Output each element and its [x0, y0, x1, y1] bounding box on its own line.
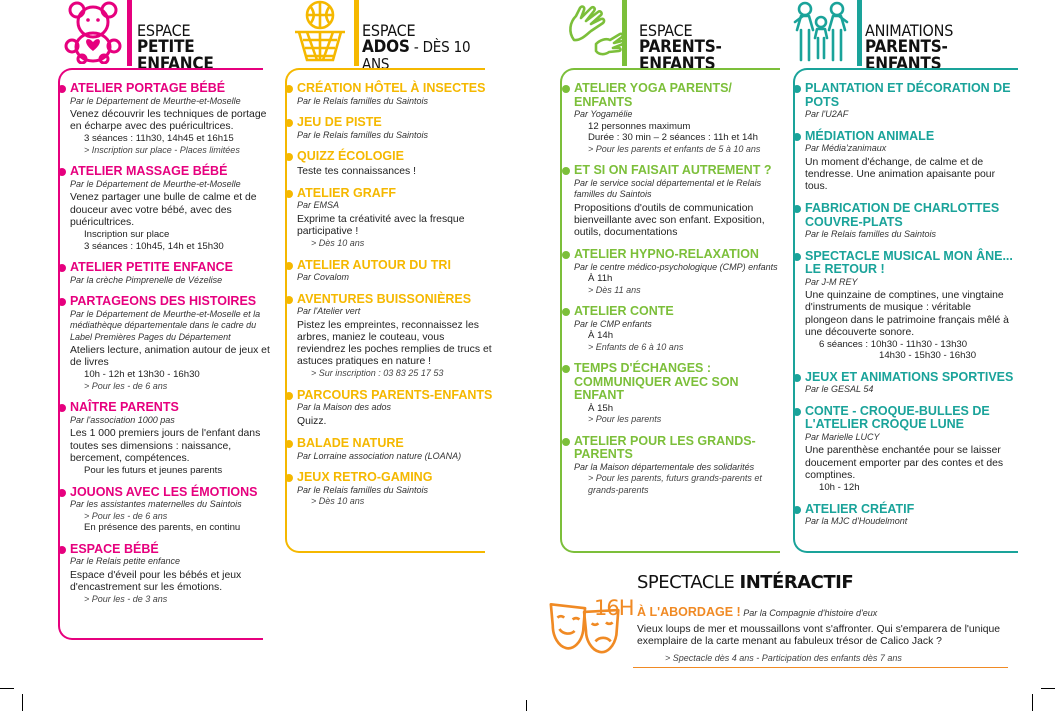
column-title: ANIMATIONS PARENTS-ENFANTS: [865, 21, 954, 74]
show-underline: [633, 667, 1008, 668]
crop-mark: [526, 700, 527, 711]
entry-title: SPECTACLE MUSICAL MON ÂNE... LE RETOUR !: [805, 248, 1013, 277]
column-title: ESPACE PARENTS-ENFANTS: [639, 21, 722, 74]
list-item: [805, 503, 1015, 528]
teddy-bear-icon: [62, 0, 124, 64]
entry-description: Une parenthèse enchantée pour se laisser doucement emporter par des contes et des comptines.: [805, 445, 1004, 481]
bullet-dot: [793, 374, 801, 382]
bullet-dot: [562, 438, 570, 446]
entry-organizer: Par Yogamélie: [574, 109, 633, 119]
entry-schedule: 3 séances : 11h30, 14h45 et 16h15: [84, 133, 234, 145]
list-item: [297, 82, 495, 107]
entry-organizer: Par le Relais familles du Saintois: [805, 229, 937, 240]
entry-description: Propositions d'outils de communication bienveillante avec son enfant. Exposition, outils, documentations: [574, 202, 765, 238]
entry-organizer: Par les assistantes maternelles du Saintois: [70, 499, 242, 510]
crop-mark: [1041, 688, 1055, 689]
bullet-dot: [285, 262, 293, 270]
bullet-dot: [793, 408, 801, 416]
list-item: [574, 435, 779, 497]
list-item: [297, 150, 495, 178]
list-item: [297, 187, 495, 250]
list-item: [574, 305, 779, 353]
entry-note: > Enfants de 6 à 10 ans: [588, 341, 684, 352]
entry-organizer: Par le Département de Meurthe-et-Moselle: [70, 178, 241, 189]
list-item: [805, 202, 1015, 241]
bullet-dot: [285, 190, 293, 198]
entry-note: > Pour les parents, futurs grands-parents et grands-parents: [588, 473, 762, 495]
list-item: [574, 82, 779, 155]
list-item: [574, 248, 779, 296]
entry-title: ATELIER PORTAGE BÉBÉ: [70, 81, 226, 95]
bullet-dot: [58, 264, 66, 272]
show-section: [540, 568, 1010, 668]
entry-organizer: Par la MJC d'Houdelmont: [805, 516, 908, 527]
entry-note: > Pour les parents: [588, 414, 662, 425]
header-bar: [127, 0, 132, 66]
list-item: [70, 82, 275, 156]
entry-note: > Sur inscription : 03 83 25 17 53: [311, 368, 444, 379]
bullet-dot: [793, 506, 801, 514]
entry-schedule: Pour les futurs et jeunes parents: [84, 465, 223, 477]
entry-organizer: Par EMSA: [297, 200, 340, 211]
entry-description: Exprime ta créativité avec la fresque participative !: [297, 213, 465, 237]
entry-schedule: 3 séances : 10h45, 14h et 15h30: [84, 240, 224, 252]
entry-schedule: À 14h: [588, 330, 614, 342]
entry-title: JEU DE PISTE: [297, 115, 382, 129]
entry-title: NAÎTRE PARENTS: [70, 400, 179, 415]
header-bar: [622, 0, 627, 66]
list-item: [805, 250, 1015, 362]
entry-description: Une quinzaine de comptines, une vingtaine d'instruments de musique : véritable plongeon dans le patrimoine français mêlé à une découverte sonore.: [805, 290, 1009, 338]
show-heading: SPECTACLE INTÉRACTIF: [637, 572, 854, 593]
bullet-dot: [793, 253, 801, 261]
entry-list: [574, 82, 779, 505]
entry-title: ATELIER CONTE: [574, 304, 674, 319]
family-icon: [793, 0, 855, 64]
entry-note: > Dès 11 ans: [588, 284, 641, 295]
show-note: > Spectacle dès 4 ans - Participation des enfants dès 7 ans: [665, 652, 902, 663]
column-ados: [285, 0, 495, 560]
bullet-dot: [793, 133, 801, 141]
entry-organizer: Par la Maison des ados: [297, 402, 392, 413]
column-petite-enfance: [58, 0, 268, 645]
list-item: [297, 389, 495, 428]
entry-schedule: À 11h: [588, 273, 613, 285]
entry-title: JEUX RETRO-GAMING: [297, 470, 433, 485]
entry-organizer: Par l'Atelier vert: [297, 306, 361, 317]
entry-list: [297, 82, 495, 517]
entry-description: Venez partager une bulle de calme et de douceur avec votre bébé, avec des puéricultrices.: [70, 192, 257, 228]
entry-title: ATELIER GRAFF: [297, 185, 397, 200]
entry-title: CONTE - CROQUE-BULLES DE L'ATELIER CROQUE LUNE: [805, 403, 990, 432]
entry-schedule: 10h - 12h: [819, 482, 860, 494]
entry-description: Venez découvrir les techniques de portage en écharpe avec des puéricultrices.: [70, 109, 267, 133]
entry-title: MÉDIATION ANIMALE: [805, 128, 935, 143]
entry-note: > Dès 10 ans: [311, 496, 365, 507]
list-item: [70, 486, 275, 534]
entry-title: ATELIER YOGA PARENTS/ ENFANTS: [574, 81, 732, 109]
list-item: [70, 401, 275, 476]
bullet-dot: [793, 85, 801, 93]
column-header: [793, 0, 1018, 74]
column-header: [560, 0, 780, 74]
entry-description: Ateliers lecture, animation autour de jeux et de livres: [70, 345, 270, 369]
show-entry: [637, 605, 1007, 664]
entry-organizer: Par le Département de Meurthe-et-Moselle et la médiathèque départementale dans le cadre du Label Premières Pages du Département: [70, 308, 261, 342]
bullet-dot: [562, 167, 570, 175]
crop-mark: [1032, 694, 1033, 711]
list-item: [297, 259, 495, 284]
entry-description: Quizz.: [297, 415, 327, 427]
entry-organizer: Par le centre médico-psychologique (CMP) enfants: [574, 261, 778, 272]
list-item: [70, 543, 275, 606]
entry-organizer: Par le Relais familles du Saintois: [297, 484, 429, 495]
entry-organizer: Par l'association 1000 pas: [70, 414, 175, 425]
column-header: [285, 0, 495, 73]
bullet-dot: [58, 85, 66, 93]
column-header: [58, 0, 268, 74]
entry-note: > Dès 10 ans: [311, 238, 365, 249]
column-title: ESPACE PETITE ENFANCE: [137, 21, 214, 74]
list-item: [574, 362, 779, 426]
list-item: [297, 293, 495, 380]
entry-schedule: Inscription sur place: [84, 229, 170, 241]
entry-description: Pistez les empreintes, reconnaissez les arbres, maniez le couteau, vous reviendrez les poches remplies de trucs et astuces pratiques en nature !: [297, 319, 492, 368]
header-bar: [857, 0, 862, 66]
entry-description: Teste tes connaissances !: [297, 165, 416, 177]
entry-description: Les 1 000 premiers jours de l'enfant dans toutes ses dimensions : naissance, bercement, compétences.: [70, 428, 261, 464]
bullet-dot: [58, 298, 66, 306]
entry-title: PARTAGEONS DES HISTOIRES: [70, 294, 257, 309]
basketball-hoop-icon: [289, 0, 351, 64]
column-parents-enfants: [560, 0, 780, 560]
entry-title: PLANTATION ET DÉCORATION DE POTS: [805, 81, 1011, 109]
bullet-dot: [562, 85, 570, 93]
entry-note: > Pour les - de 3 ans: [84, 593, 168, 604]
show-title: À L'ABORDAGE !: [637, 605, 741, 619]
list-item: [805, 405, 1015, 494]
entry-title: JEUX ET ANIMATIONS SPORTIVES: [805, 369, 1014, 384]
entry-organizer: Par Média'zanimaux: [805, 143, 887, 153]
entry-title: JOUONS AVEC LES ÉMOTIONS: [70, 484, 258, 499]
entry-list: [70, 82, 275, 614]
entry-organizer: Par Lorraine association nature (LOANA): [297, 450, 462, 461]
entry-title: FABRICATION DE CHARLOTTES COUVRE-PLATS: [805, 201, 1000, 229]
entry-list: [805, 82, 1015, 537]
list-item: [70, 295, 275, 392]
show-description: Vieux loups de mer et moussaillons vont s'affronter. Qui s'emparera de l'unique exemplaire de la carte menant au fabuleux trésor de Calico Jack ?: [637, 624, 1001, 648]
bullet-dot: [285, 85, 293, 93]
entry-description: Un moment d'échange, de calme et de tendresse. Une animation apaisante pour tous.: [805, 156, 996, 192]
entry-schedule: 6 séances : 10h30 - 11h30 - 13h30: [819, 338, 968, 350]
list-item: [70, 165, 275, 252]
bullet-dot: [58, 546, 66, 554]
entry-organizer: Par le service social départemental et le Relais familles du Saintois: [574, 177, 762, 199]
entry-organizer: Par le Relais familles du Saintois: [297, 95, 429, 106]
bullet-dot: [285, 153, 293, 161]
bullet-dot: [285, 119, 293, 127]
entry-title: ATELIER MASSAGE BÉBÉ: [70, 164, 228, 179]
bullet-dot: [285, 296, 293, 304]
entry-title: ATELIER AUTOUR DU TRI: [297, 257, 451, 272]
entry-title: CRÉATION HÔTEL À INSECTES: [297, 81, 486, 95]
list-item: [574, 164, 779, 239]
entry-title: QUIZZ ÉCOLOGIE: [297, 149, 404, 163]
entry-schedule: À 15h: [588, 402, 614, 414]
crop-mark: [22, 694, 23, 711]
show-by: Par la Compagnie d'histoire d'eux: [743, 608, 878, 618]
entry-organizer: Par J-M REY: [805, 276, 858, 287]
show-time: 16H: [594, 596, 634, 620]
entry-schedule: 12 personnes maximum: [588, 120, 691, 132]
entry-schedule: 14h30 - 15h30 - 16h30: [879, 350, 977, 362]
entry-schedule: Durée : 30 min – 2 séances : 11h et 14h: [588, 132, 758, 143]
entry-organizer: Par Covalom: [297, 272, 350, 283]
entry-organizer: Par l'U2AF: [805, 109, 849, 119]
entry-organizer: Par le CMP enfants: [574, 318, 652, 329]
column-animations: [793, 0, 1018, 560]
bullet-dot: [58, 489, 66, 497]
list-item: [297, 437, 495, 462]
list-item: [805, 130, 1015, 194]
entry-organizer: Par le GESAL 54: [805, 384, 874, 395]
list-item: [70, 261, 275, 286]
list-item: [297, 471, 495, 508]
entry-title: ATELIER PETITE ENFANCE: [70, 260, 233, 275]
hands-icon: [564, 0, 626, 64]
entry-title: TEMPS D'ÉCHANGES : COMMUNIQUER AVEC SON ENFANT: [574, 361, 739, 403]
list-item: [805, 82, 1015, 121]
list-item: [805, 371, 1015, 396]
crop-mark: [0, 688, 14, 689]
entry-title: ESPACE BÉBÉ: [70, 541, 159, 556]
entry-description: Espace d'éveil pour les bébés et jeux d'encastrement sur les émotions.: [70, 569, 242, 593]
entry-title: ET SI ON FAISAIT AUTREMENT ?: [574, 163, 772, 177]
column-title: ESPACE ADOS - DÈS 10 ANS: [362, 21, 471, 73]
entry-title: ATELIER HYPNO-RELAXATION: [574, 247, 759, 262]
list-item: [297, 116, 495, 141]
entry-note: > Inscription sur place - Places limitées: [84, 144, 240, 155]
entry-note: > Pour les - de 6 ans: [84, 380, 168, 391]
entry-title: ATELIER POUR LES GRANDS-PARENTS: [574, 433, 756, 462]
entry-title: PARCOURS PARENTS-ENFANTS: [297, 387, 493, 402]
entry-organizer: Par Marielle LUCY: [805, 431, 880, 442]
entry-organizer: Par le Relais petite enfance: [70, 556, 181, 567]
theater-masks-icon: [548, 598, 624, 662]
entry-note: > Pour les - de 6 ans: [84, 510, 168, 521]
entry-organizer: Par la crèche Pimprenelle de Vézelise: [70, 274, 223, 285]
bullet-dot: [285, 392, 293, 400]
entry-organizer: Par le Relais familles du Saintois: [297, 129, 429, 140]
entry-title: ATELIER CRÉATIF: [805, 501, 915, 516]
entry-title: BALADE NATURE: [297, 436, 404, 451]
entry-schedule: 10h - 12h et 13h30 - 16h30: [84, 369, 200, 381]
entry-title: AVENTURES BUISSONIÈRES: [297, 291, 472, 306]
entry-organizer: Par le Département de Meurthe-et-Moselle: [70, 95, 241, 106]
header-bar: [354, 0, 359, 66]
entry-schedule: En présence des parents, en continu: [84, 522, 241, 534]
entry-organizer: Par la Maison départementale des solidarités: [574, 461, 755, 472]
entry-note: > Pour les parents et enfants de 5 à 10 ans: [588, 143, 761, 154]
